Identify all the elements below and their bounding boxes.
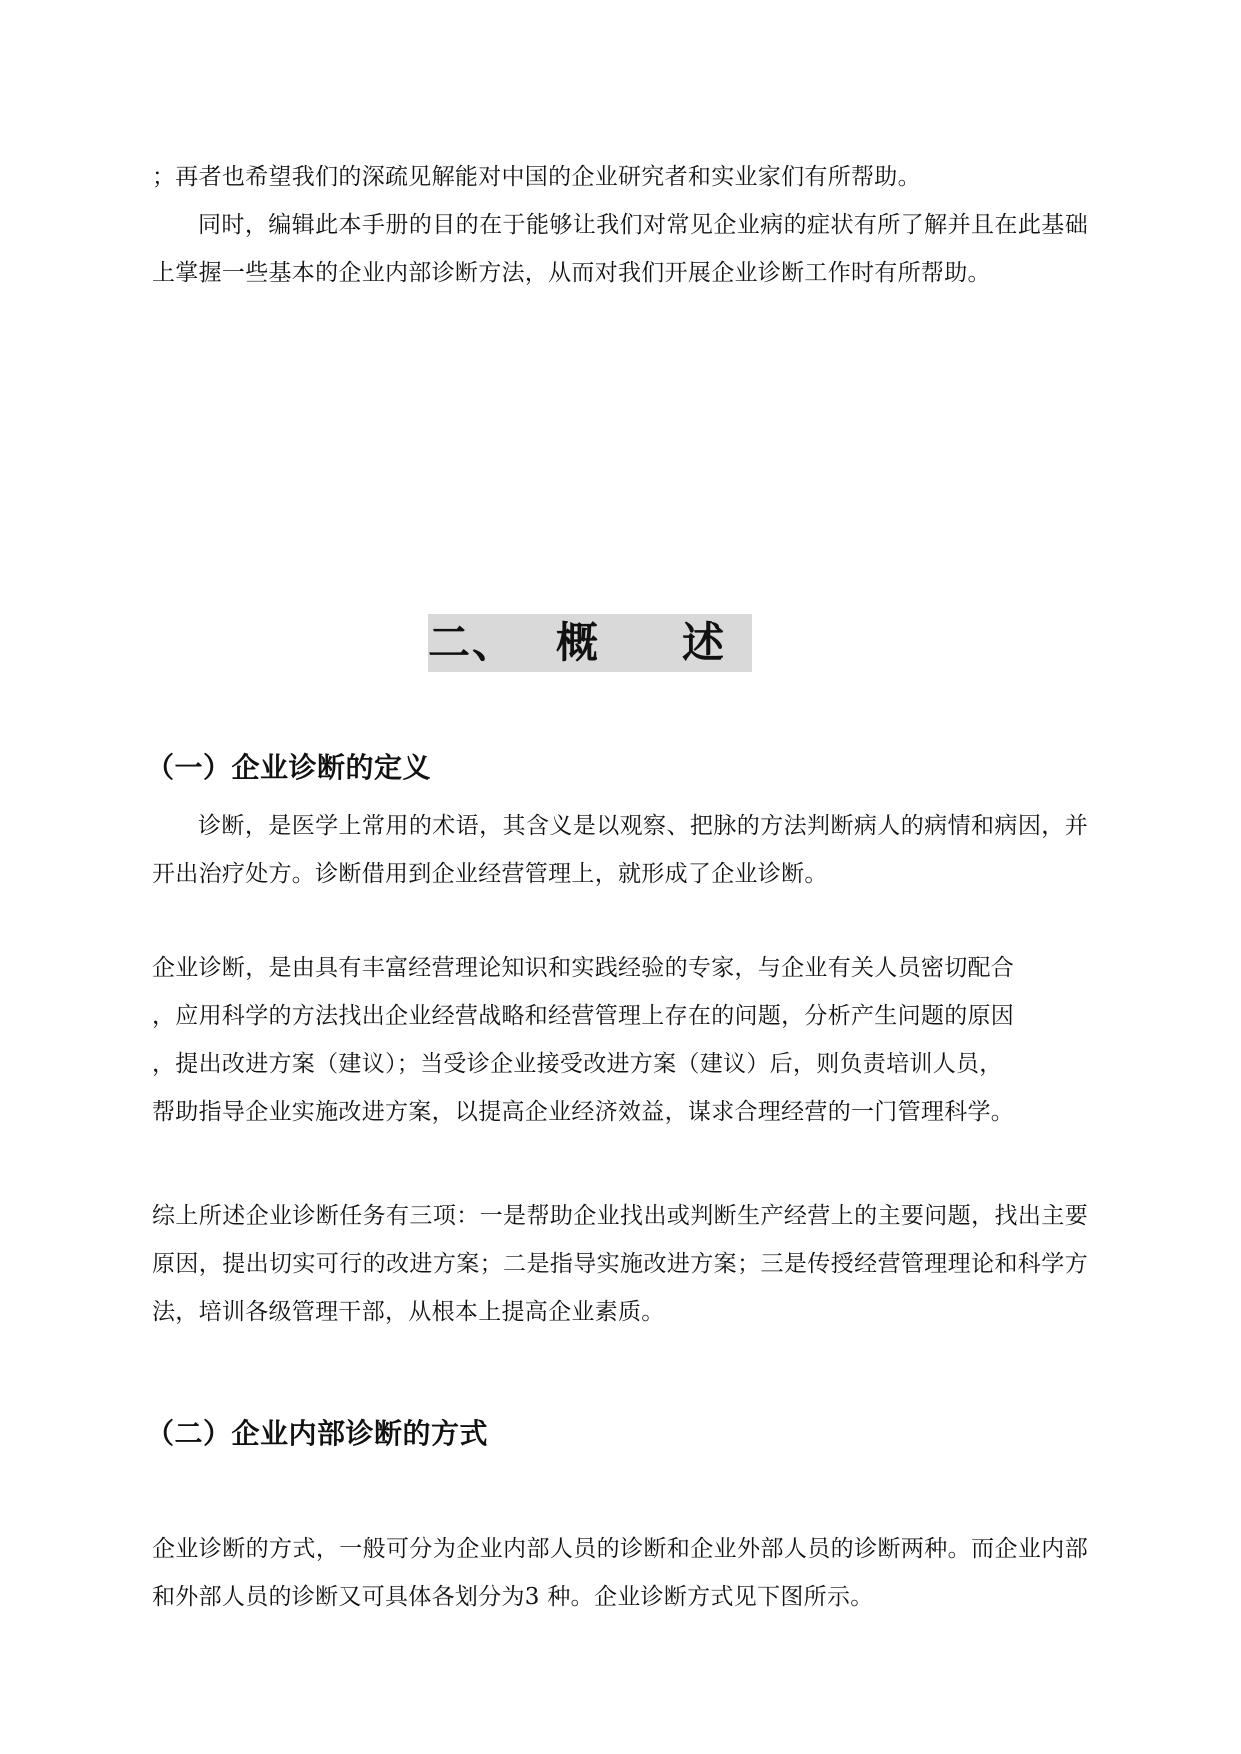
definition-paragraph: 诊断，是医学上常用的术语，其含义是以观察、把脉的方法判断病人的病情和病因，并开出治疗处方。诊断借用到企业经营管理上，就形成了企业诊断。 xyxy=(152,813,1088,887)
diagnosis-line-1: 企业诊断，是由具有丰富经营理论知识和实践经验的专家，与企业有关人员密切配合 xyxy=(152,955,1015,981)
diagnosis-description-block xyxy=(152,944,1088,1136)
diagnosis-line-2: ，应用科学的方法找出企业经营战略和经营管理上存在的问题，分析产生问题的原因 xyxy=(152,1003,1015,1029)
tasks-block xyxy=(152,1192,1088,1336)
diagnosis-line-4: 帮助指导企业实施改进方案，以提高企业经济效益，谋求合理经营的一门管理科学。 xyxy=(152,1099,1015,1125)
subsection-heading-definition: （一）企业诊断的定义 xyxy=(146,751,432,784)
section-title-char-1: 概 xyxy=(556,618,599,667)
section-title-char-2: 述 xyxy=(682,618,725,667)
tasks-paragraph: 综上所述企业诊断任务有三项：一是帮助企业找出或判断生产经营上的主要问题，找出主要原因，提出切实可行的改进方案；二是指导实施改进方案；三是传授经营管理理论和科学方法，培训各级管理干部，从根本上提高企业素质。 xyxy=(152,1203,1088,1325)
section-title xyxy=(428,614,752,672)
section-number: 二、 xyxy=(428,618,517,667)
intro-paragraph: 同时，编辑此本手册的目的在于能够让我们对常见企业病的症状有所了解并且在此基础上掌握一些基本的企业内部诊断方法，从而对我们开展企业诊断工作时有所帮助。 xyxy=(152,212,1088,286)
subsection-heading-methods: （二）企业内部诊断的方式 xyxy=(146,1417,489,1450)
intro-line: ；再者也希望我们的深疏见解能对中国的企业研究者和实业家们有所帮助。 xyxy=(152,164,921,190)
methods-paragraph: 企业诊断的方式，一般可分为企业内部人员的诊断和企业外部人员的诊断两种。而企业内部和外部人员的诊断又可具体各划分为3 种。企业诊断方式见下图所示。 xyxy=(152,1536,1088,1610)
methods-block xyxy=(152,1525,1088,1621)
definition-block xyxy=(152,802,1088,898)
diagnosis-line-3: ，提出改进方案（建议）；当受诊企业接受改进方案（建议）后，则负责培训人员， xyxy=(152,1051,1003,1077)
intro-block xyxy=(152,153,1088,297)
